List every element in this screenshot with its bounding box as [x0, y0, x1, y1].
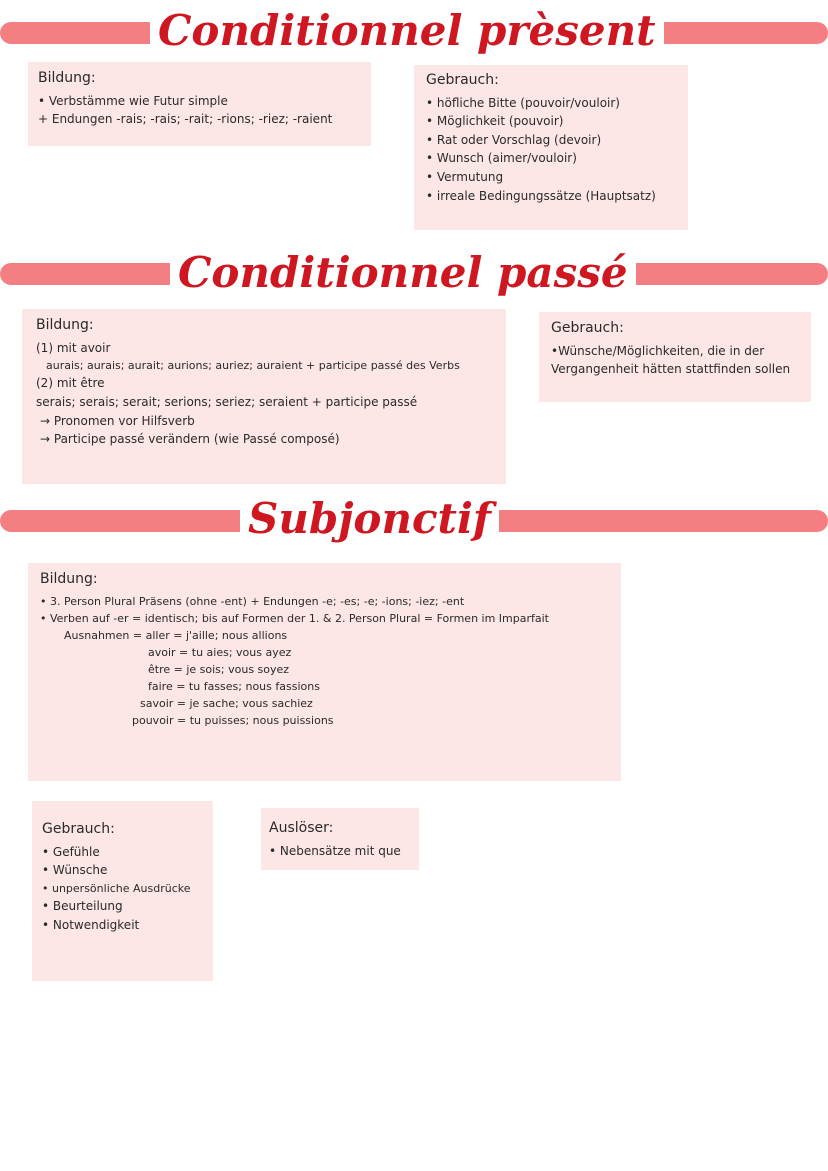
ausnahme-line: être = je sois; vous soyez [148, 662, 290, 676]
gebrauch-line: • Gefühle [42, 844, 100, 859]
bildung-line: • Verbstämme wie Futur simple [38, 93, 228, 108]
bildung-line: • 3. Person Plural Präsens (ohne -ent) + Endungen -e; -es; -e; -ions; -iez; -ent [40, 594, 465, 608]
gebrauch-line: • Möglichkeit (pouvoir) [426, 114, 564, 129]
box-heading: Bildung: [38, 70, 96, 86]
gebrauch-line: • Rat oder Vorschlag (devoir) [426, 132, 602, 147]
ausnahme-line: pouvoir = tu puisses; nous puissions [132, 714, 334, 728]
ausloeser-line: • Nebensätze mit que [269, 843, 401, 858]
gebrauch-line: • Notwendigkeit [42, 917, 140, 932]
ausnahme-line: aller = j'aille; nous allions [145, 628, 288, 642]
bildung-line: → Pronomen vor Hilfsverb [40, 413, 195, 428]
box-heading: Auslöser: [269, 820, 334, 836]
section-title-conditionnel-passe: Conditionnel passé [170, 252, 636, 294]
box-heading: Bildung: [36, 317, 94, 333]
gebrauch-line: • Wunsch (aimer/vouloir) [426, 151, 577, 166]
section-title-conditionnel-present: Conditionnel prèsent [150, 10, 664, 52]
gebrauch-box-conditionnel-passe [539, 312, 811, 402]
ausnahme-line: avoir = tu aies; vous ayez [148, 645, 292, 659]
section-3-band-left [0, 510, 260, 532]
gebrauch-line: • Beurteilung [42, 898, 123, 913]
gebrauch-line: • unpersönliche Ausdrücke [42, 881, 191, 895]
gebrauch-line: • Vermutung [426, 170, 504, 185]
bildung-box-conditionnel-passe [22, 309, 506, 484]
bildung-line: (2) mit être [36, 376, 105, 391]
gebrauch-line: • irreale Bedingungssätze (Hauptsatz) [426, 188, 656, 203]
ausnahme-line: faire = tu fasses; nous fassions [148, 679, 320, 693]
box-heading: Gebrauch: [551, 320, 624, 336]
box-heading: Bildung: [40, 571, 98, 587]
bildung-line: + Endungen -rais; -rais; -rait; -rions; -riez; -raient [38, 112, 333, 127]
box-heading: Gebrauch: [42, 821, 115, 837]
bildung-line: • Verben auf -er = identisch; bis auf Formen der 1. & 2. Person Plural = Formen im Imparfait [40, 611, 549, 625]
gebrauch-line: • Wünsche [42, 863, 108, 878]
ausnahme-line: savoir = je sache; vous sachiez [140, 696, 313, 710]
gebrauch-box-subjonctif [32, 801, 213, 981]
bildung-line: → Participe passé verändern (wie Passé composé) [40, 432, 340, 447]
gebrauch-line: • höfliche Bitte (pouvoir/vouloir) [426, 95, 620, 110]
bildung-box-subjonctif [28, 563, 621, 781]
gebrauch-box-conditionnel-present [414, 65, 688, 230]
bildung-line: aurais; aurais; aurait; aurions; auriez; auraient + participe passé des Verbs [46, 359, 460, 373]
bildung-line: (1) mit avoir [36, 340, 111, 355]
bildung-line: serais; serais; serait; serions; seriez; seraient + participe passé [36, 394, 418, 409]
gebrauch-line: •Wünsche/Möglichkeiten, die in der [551, 343, 765, 358]
ausloeser-box-subjonctif [261, 808, 419, 870]
ausnahmen-label-text: Ausnahmen = [64, 628, 143, 642]
ausnahmen-label [40, 627, 609, 644]
section-title-subjonctif: Subjonctif [240, 498, 499, 540]
bildung-box-conditionnel-present [28, 62, 371, 146]
gebrauch-line: Vergangenheit hätten stattfinden sollen [551, 362, 791, 377]
box-heading: Gebrauch: [426, 72, 499, 88]
